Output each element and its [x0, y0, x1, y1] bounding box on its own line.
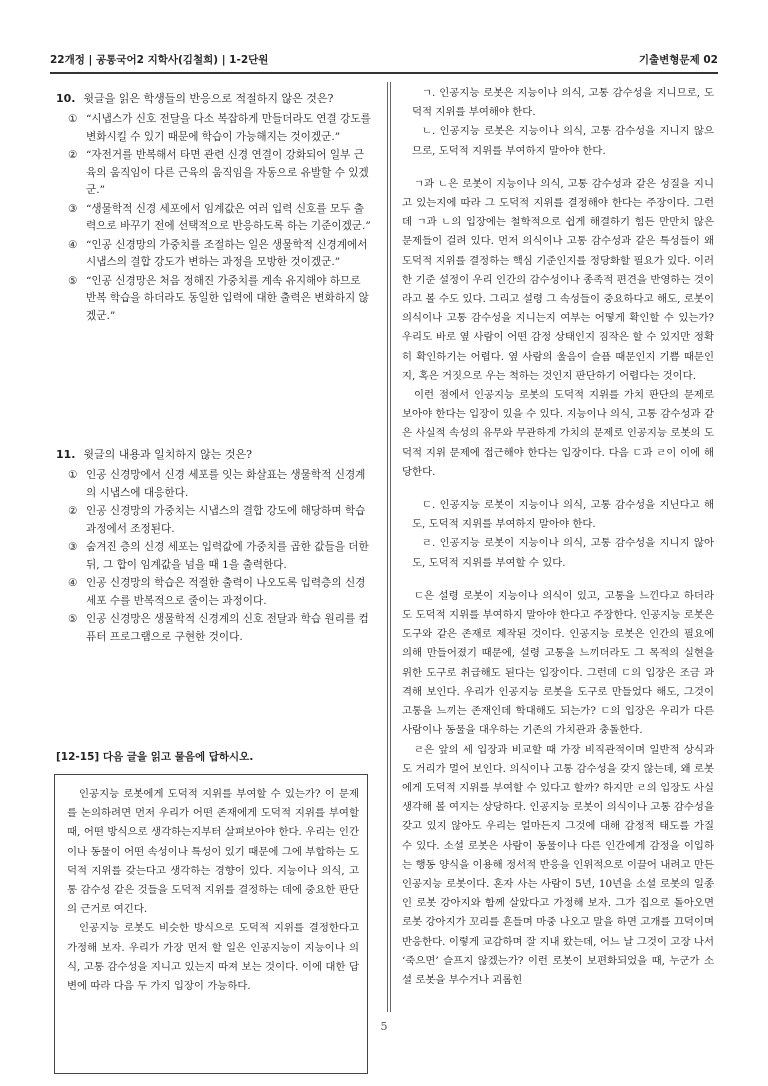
right-column: [402, 84, 714, 990]
view-item: ㄴ. 인공지능 로봇은 지능이나 의식, 고통 감수성을 지니지 않으므로, 도덕적 지위를 부여하지 말아야 한다.: [412, 125, 714, 157]
passage-instruction: [12-15] 다음 글을 읽고 물음에 답하시오.: [56, 751, 254, 763]
header-course-info: 22개정 | 공통국어2 지학사(김철희) | 1-2단원: [50, 54, 269, 66]
passage-paragraph: 이런 점에서 인공지능 로봇의 도덕적 지위를 가치 판단의 문제로 보아야 한다는 입장이 있을 수 있다. 지능이나 의식, 고통 감수성과 같은 사실적 속성의 유무와 무관하게 가치의 문제로 인공지능 로봇의 도덕적 지위 문제에 접근해야 한다는 입장이다. 다음 ㄷ과 ㄹ이 이에 해당한다.: [402, 389, 714, 478]
column-divider-2: [390, 82, 391, 1012]
option-2[interactable]: ② 인공 신경망의 가중치는 시냅스의 결합 강도에 해당하며 학습 과정에서 조정된다.: [68, 505, 366, 535]
passage-paragraph: ㄷ은 설령 로봇이 지능이나 의식이 있고, 고통을 느낀다고 하더라도 도덕적 지위를 부여하지 말아야 한다고 주장한다. 인공지능 로봇은 도구와 같은 존재로 제작된 것이다. 인공지능 로봇은 인간의 필요에 의해 만들어졌기 때문에, 설령 고통을 느끼더라도 그 목적의 실현을 위한 도구로 취급해도 된다는 입장이다. 그런데 ㄷ의 입장은 조금 과격해 보인다. 우리가 인공지능 로봇을 도구로 만들었다 해도, 그것이 고통을 느끼는 존재인데 학대해도 되는가? ㄷ의 입장은 우리가 다른 사람이나 동물을 대우하는 기존의 가치관과 충돌한다.: [402, 589, 714, 737]
option-5[interactable]: ⑤ 인공 신경망은 생물학적 신경계의 신호 전달과 학습 원리를 컴퓨터 프로그램으로 구현한 것이다.: [68, 613, 369, 643]
question-11: [56, 446, 374, 647]
question-number: 11.: [56, 448, 76, 461]
option-5[interactable]: ⑤ “인공 신경망은 처음 정해진 가중치를 계속 유지해야 하므로 반복 학습을 하더라도 동일한 입력에 대한 출력은 변화하지 않겠군.”: [68, 274, 369, 322]
option-4[interactable]: ④ 인공 신경망의 학습은 적절한 출력이 나오도록 입력층의 신경 세포 수를 반복적으로 줄이는 과정이다.: [68, 577, 366, 607]
view-item: ㄷ. 인공지능 로봇이 지능이나 의식, 고통 감수성을 지닌다고 해도, 도덕적 지위를 부여하지 말아야 한다.: [412, 499, 714, 531]
header-section-title: 기출변형문제 02: [638, 54, 718, 66]
question-10: [56, 90, 374, 325]
option-1[interactable]: ① 인공 신경망에서 신경 세포를 잇는 화살표는 생물학적 신경계의 시냅스에 대응한다.: [68, 469, 366, 499]
view-item: ㄹ. 인공지능 로봇이 지능이나 의식, 고통 감수성을 지니지 않아도, 도덕적 지위를 부여할 수 있다.: [412, 537, 714, 569]
option-4[interactable]: ④ “인공 신경망의 가중치를 조절하는 일은 생물학적 신경계에서 시냅스의 결합 강도가 변하는 과정을 모방한 것이겠군.”: [68, 238, 368, 268]
page-header: [50, 52, 718, 68]
column-divider: [387, 82, 388, 1012]
question-number: 10.: [56, 92, 76, 105]
passage-paragraph: ㄱ과 ㄴ은 로봇이 지능이나 의식, 고통 감수성과 같은 성질을 지니고 있는지에 따라 그 도덕적 지위를 결정해야 한다는 주장이다. 그런데 ㄱ과 ㄴ의 입장에는 철학적으로 쉽게 해결하기 힘든 만만치 않은 문제들이 걸려 있다. 먼저 의식이나 고통 감수성과 같은 특성들이 왜 도덕적 지위를 결정하는 핵심 기준인지를 정당화할 필요가 있다. 이러한 기준 설정이 우리 인간의 감수성이나 종족적 편견을 반영하는 것이라고 볼 수도 있다. 그리고 설령 그 속성들이 중요하다고 해도, 로봇이 의식이나 고통 감수성을 지니는지 여부는 어떻게 확인할 수 있는가? 우리도 바로 옆 사람이 어떤 감정 상태인지 짐작은 할 수 있지만 정확히 확인하기는 어렵다. 옆 사람의 울음이 슬픔 때문인지 기쁨 때문인지, 혹은 거짓으로 우는 척하는 것인지 판단하기 어렵다는 것이다.: [402, 177, 714, 382]
passage-paragraph: ㄹ은 앞의 세 입장과 비교할 때 가장 비직관적이며 일반적 상식과도 거리가 멀어 보인다. 의식이나 고통 감수성을 갖지 않는데, 왜 로봇에게 도덕적 지위를 부여할 수 있다고 할까? 하지만 ㄹ의 입장도 사실 생각해 볼 여지는 상당하다. 인공지능 로봇이 의식이나 고통 감수성을 갖고 있지 않아도 우리는 얼마든지 그것에 대해 감정적 태도를 가질 수 있다. 소셜 로봇은 사람이 동물이나 다른 인간에게 감정을 이입하는 행동 양식을 이용해 정서적 반응을 인위적으로 이끌어 내려고 만든 인공지능 로봇이다. 혼자 사는 사람이 5년, 10년을 소셜 로봇의 일종인 로봇 강아지와 함께 살았다고 가정해 보자. 그가 집으로 돌아오면 로봇 강아지가 꼬리를 흔들며 마중 나오고 말을 하면 고개를 끄덕이며 반응한다. 이렇게 교감하며 잘 지내 왔는데, 어느 날 그것이 고장 나서 ‘죽으면’ 슬프지 않겠는가? 이런 로봇이 보편화되었을 때, 누군가 소셜 로봇을 부수거나 괴롭힌: [402, 743, 714, 986]
header-divider: [50, 72, 718, 74]
question-prompt: 윗글을 읽은 학생들의 반응으로 적절하지 않은 것은?: [83, 92, 334, 105]
option-2[interactable]: ② “자전거를 반복해서 타면 관련 신경 연결이 강화되어 일부 근육의 움직임이 다른 근육의 움직임을 자동으로 유발할 수 있겠군.”: [68, 149, 369, 196]
option-1[interactable]: ① “시냅스가 신호 전달을 다소 복잡하게 만들더라도 연결 강도를 변화시킬 수 있기 때문에 학습이 가능해지는 것이겠군.”: [68, 113, 371, 143]
page-number: 5: [380, 1020, 388, 1033]
passage-paragraph: 인공지능 로봇에게 도덕적 지위를 부여할 수 있는가? 이 문제를 논의하려면 먼저 우리가 어떤 존재에게 도덕적 지위를 부여할 때, 어떤 방식으로 생각하는지부터 살펴보아야 한다. 우리는 인간이나 동물이 어떤 속성이나 특성이 있기 때문에 그에 부합하는 도덕적 지위를 갖는다고 생각하는 경향이 있다. 지능이나 의식, 고통 감수성 같은 것들을 도덕적 지위를 결정하는 데에 중요한 판단의 근거로 여긴다.: [67, 788, 359, 916]
option-3[interactable]: ③ 숨겨진 층의 신경 세포는 입력값에 가중치를 곱한 값들을 더한 뒤, 그 합이 임계값을 넘을 때 1을 출력한다.: [68, 541, 369, 571]
passage-paragraph: 인공지능 로봇도 비슷한 방식으로 도덕적 지위를 결정한다고 가정해 보자. 우리가 가장 먼저 할 일은 인공지능이 지능이나 의식, 고통 감수성을 지니고 있는지 따져 보는 것이다. 이에 대한 답변에 따라 다음 두 가지 입장이 가능하다.: [67, 922, 359, 993]
view-item: ㄱ. 인공지능 로봇은 지능이나 의식, 고통 감수성을 지니므로, 도덕적 지위를 부여해야 한다.: [412, 87, 714, 119]
left-column: [56, 86, 374, 993]
question-prompt: 윗글의 내용과 일치하지 않는 것은?: [83, 448, 252, 461]
option-3[interactable]: ③ “생물학적 신경 세포에서 임계값은 여러 입력 신호를 모두 출력으로 바꾸기 전에 선택적으로 반응하도록 하는 기준이겠군.”: [68, 202, 371, 232]
